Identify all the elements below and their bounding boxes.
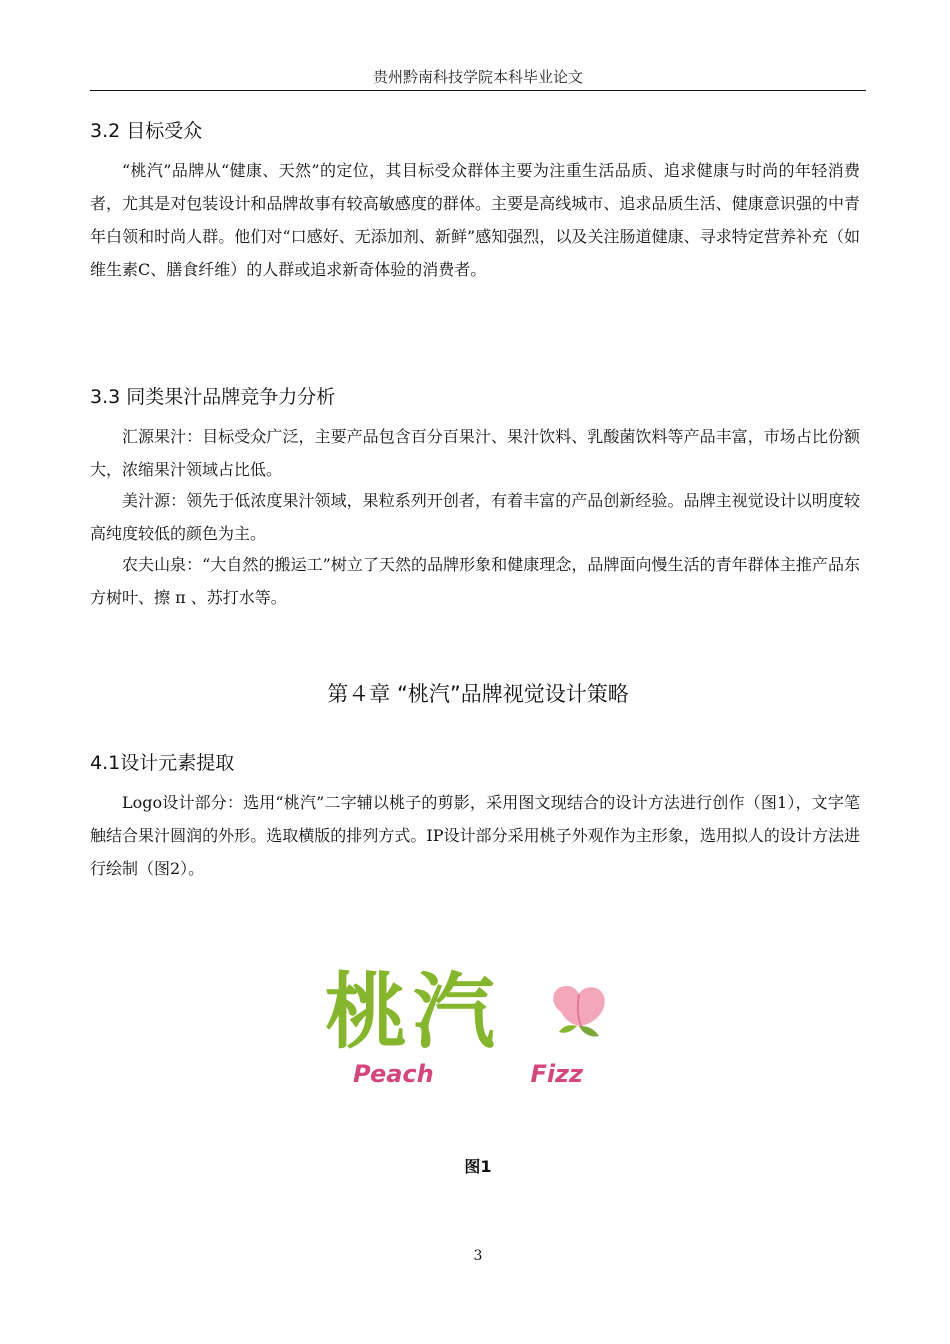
- running-header: 贵州黔南科技学院本科毕业论文: [372, 68, 583, 86]
- paragraph: “桃汽”品牌从“健康、天然”的定位，其目标受众群体主要为注重生活品质、追求健康与时尚的年轻消费者，尤其是对包装设计和品牌故事有较高敏感度的群体。主要是高线城市、追求品质生活、健康意识强的中青年白领和时尚人群。他们对“口感好、无添加剂、新鲜”感知强烈，以及关注肠道健康、寻求特定营养补充（如维生素C、膳食纤维）的人群或追求新奇体验的消费者。: [90, 161, 860, 279]
- logo-english-text: [353, 1060, 583, 1088]
- logo-word-peach: Peach: [353, 1060, 434, 1088]
- figure-1-logo: [325, 965, 615, 1098]
- header-rule: [90, 90, 866, 91]
- page-number: 3: [473, 1248, 483, 1264]
- paragraph: 农夫山泉：“大自然的搬运工”树立了天然的品牌形象和健康理念，品牌面向慢生活的青年群体主推产品东方树叶、擦 π 、苏打水等。: [90, 555, 860, 607]
- paragraph: 美汁源：领先于低浓度果汁领域，果粒系列开创者，有着丰富的产品创新经验。品牌主视觉设计以明度较高纯度较低的颜色为主。: [90, 491, 860, 543]
- logo-word-fizz: Fizz: [530, 1060, 583, 1088]
- chapter-heading-4: 第４章 “桃汽”品牌视觉设计策略: [327, 682, 629, 706]
- peach-icon: [543, 976, 613, 1046]
- section-heading-3-2: 3.2 目标受众: [90, 120, 203, 142]
- logo-chinese-text: 桃汽: [325, 965, 502, 1060]
- section-heading-4-1: 4.1设计元素提取: [90, 752, 235, 774]
- paragraph: 汇源果汁：目标受众广泛，主要产品包含百分百果汁、果汁饮料、乳酸菌饮料等产品丰富，市场占比份额大，浓缩果汁领域占比低。: [90, 427, 860, 479]
- figure-caption: 图1: [464, 1157, 492, 1176]
- section-heading-3-3: 3.3 同类果汁品牌竞争力分析: [90, 386, 336, 408]
- paragraph: Logo设计部分：选用“桃汽”二字辅以桃子的剪影，采用图文现结合的设计方法进行创作（图1），文字笔触结合果汁圆润的外形。选取横版的排列方式。IP设计部分采用桃子外观作为主形象，选用拟人的设计方法进行绘制（图2）。: [90, 793, 860, 878]
